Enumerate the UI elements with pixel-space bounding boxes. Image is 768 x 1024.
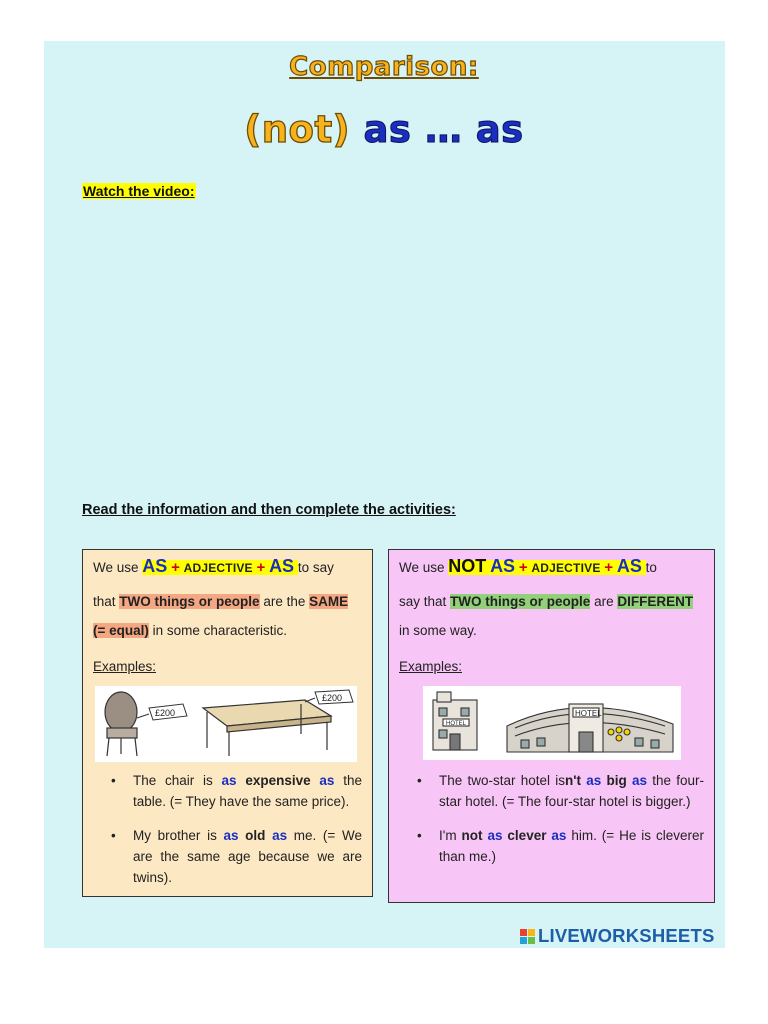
text-as: as [319,773,335,788]
rule-line-1 [399,556,657,577]
highlight-different: DIFFERENT [617,594,694,609]
text-as: as [221,773,237,788]
info-box-not-as-as [388,549,715,903]
text-adjective: old [245,828,266,843]
rule-line-3: in some way. [399,623,477,638]
text-as: as [631,773,647,788]
text-adjective: ADJECTIVE [531,561,601,575]
title-not: (not) [244,108,351,151]
text: the table. (= They have the same price). [133,773,362,809]
text-plus: + [518,559,528,576]
text: I'm [439,828,457,843]
info-box-as-as [82,549,373,897]
text: that [93,594,116,609]
text-not: NOT [448,556,487,576]
text: in some characteristic. [152,623,287,638]
price-tag-label: £200 [155,708,176,718]
text: the four-star hotel. (= The four-star hotel is bigger.) [439,773,704,809]
text: My brother is [133,828,217,843]
text: are the [263,594,306,609]
read-instructions-label: Read the information and then complete the activities: [82,502,456,518]
hotel-sign-label: HOTEL [446,721,467,727]
highlight-same: SAME [309,594,349,609]
text-as: AS [616,556,642,576]
text-as: as [272,828,288,843]
text: The two-star hotel is [439,773,565,788]
list-item: • The chair is as expensive as the table. (= They have the same price). [111,773,362,809]
text-plus: + [604,559,614,576]
text: We use [399,560,445,575]
text-as: AS [490,556,516,576]
text-as: AS [269,556,295,576]
hotels-illustration [423,686,681,760]
text-as: as [223,828,239,843]
rule-line-2 [399,594,693,609]
text: are [594,594,614,609]
text-as: as [551,828,567,843]
hotel-sign-label: HOTEL [575,709,602,718]
text-adjective: clever [507,828,547,843]
text: to [645,560,657,575]
price-tag-label: £200 [322,693,343,703]
text-as: as [487,828,503,843]
examples-label: Examples: [399,659,463,674]
highlight-two-things: TWO things or people [450,594,591,609]
brand-label: LIVEWORKSHEETS [538,925,715,946]
rule-line-3 [93,623,287,638]
examples-list [413,770,704,880]
text: We use [93,560,139,575]
highlight-equal: (= equal) [93,623,149,638]
text-as: AS [142,556,168,576]
title-as-as: as … as [363,108,524,151]
text-plus: + [171,559,180,576]
small-hotel-icon [433,692,477,750]
examples-list [107,770,362,901]
list-item: • The two-star hotel isn't as big as the four-star hotel. (= The four-star hotel is bigger.) [417,773,704,809]
text-plus: + [256,559,266,576]
rule-line-1 [93,556,334,577]
text: The chair is [133,773,213,788]
text-as: as [586,773,602,788]
text: to say [297,560,334,575]
rule-line-2 [93,594,348,609]
text-adjective: ADJECTIVE [183,561,253,575]
text: say that [399,594,447,609]
highlight-two-things: TWO things or people [119,594,260,609]
text-adjective: expensive [245,773,311,788]
text-negation: n't [565,773,581,788]
title-not-as-as [0,108,768,151]
text: me. (= We are the same age because we are twins). [133,828,362,885]
text: him. (= He is cleverer than me.) [439,828,704,864]
list-item: • I'm not as clever as him. (= He is cleverer than me.) [417,828,704,864]
chair-table-illustration [95,686,357,762]
title-comparison: Comparison: [289,52,479,82]
examples-label: Examples: [93,659,157,674]
logo-grid-icon [520,929,535,944]
liveworksheets-logo[interactable] [520,925,715,947]
watch-video-label: Watch the video: [83,183,195,199]
text-not: not [461,828,483,843]
text-adjective: big [606,773,627,788]
list-item: • My brother is as old as me. (= We are the same age because we are twins). [111,828,362,885]
